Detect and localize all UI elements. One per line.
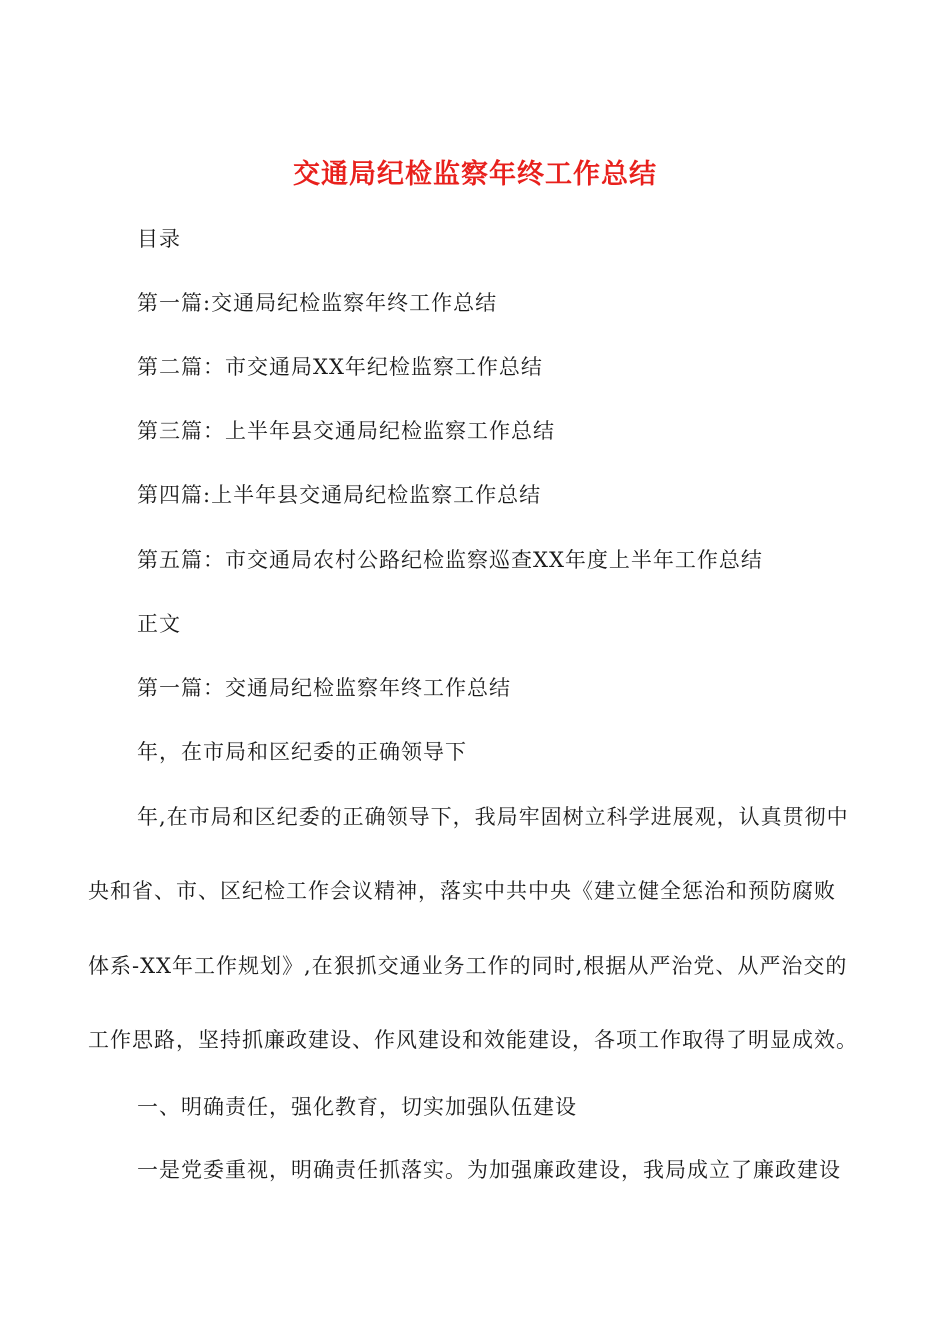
paragraph-line: 年,在市局和区纪委的正确领导下，我局牢固树立科学进展观，认真贯彻中 [137,805,849,829]
toc-item: 第五篇：市交通局农村公路纪检监察巡查XX年度上半年工作总结 [137,548,763,572]
paragraph-line: 体系-XX年工作规划》,在狠抓交通业务工作的同时,根据从严治党、从严治交的 [88,954,848,978]
subheading: 一、明确责任，强化教育，切实加强队伍建设 [137,1095,577,1119]
body-heading: 正文 [137,612,181,636]
document-title: 交通局纪检监察年终工作总结 [293,159,657,190]
paragraph-line: 央和省、市、区纪检工作会议精神，落实中共中央《建立健全惩治和预防腐败 [88,879,836,903]
lead-line: 年，在市局和区纪委的正确领导下 [137,740,467,764]
toc-heading: 目录 [137,227,181,251]
section-title: 第一篇：交通局纪检监察年终工作总结 [137,676,511,700]
toc-item: 第二篇：市交通局XX年纪检监察工作总结 [137,355,543,379]
paragraph-line: 一是党委重视，明确责任抓落实。为加强廉政建设，我局成立了廉政建设 [137,1158,841,1182]
toc-item: 第一篇:交通局纪检监察年终工作总结 [137,291,498,315]
toc-item: 第三篇：上半年县交通局纪检监察工作总结 [137,419,555,443]
toc-item: 第四篇:上半年县交通局纪检监察工作总结 [137,483,542,507]
paragraph-line: 工作思路，坚持抓廉政建设、作风建设和效能建设，各项工作取得了明显成效。 [88,1028,858,1052]
